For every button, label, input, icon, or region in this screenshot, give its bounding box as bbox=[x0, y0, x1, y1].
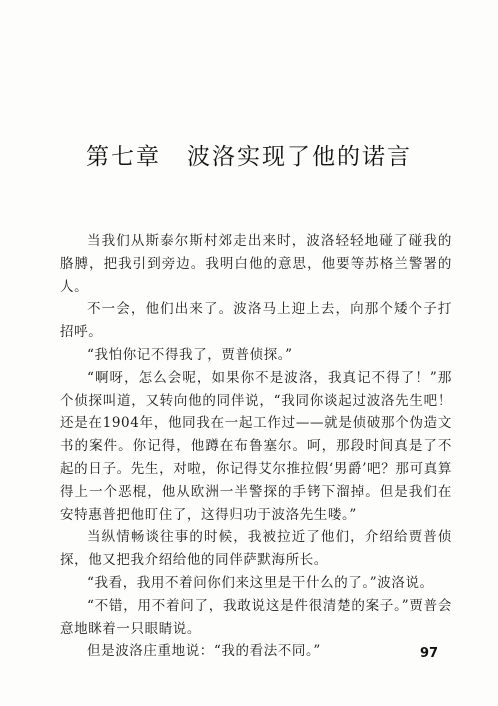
paragraph: 当纵情畅谈往事的时候，我被拉近了他们，介绍给贾普侦探，他又把我介绍给他的同伴萨默海所长。 bbox=[60, 529, 452, 569]
paragraph: 不一会，他们出来了。波洛马上迎上去，向那个矮个子打招呼。 bbox=[60, 301, 452, 341]
body-text bbox=[60, 230, 452, 663]
paragraph: 当我们从斯泰尔斯村郊走出来时，波洛轻轻地碰了碰我的胳膊，把我引到旁边。我明白他的意思，他要等苏格兰警署的人。 bbox=[60, 233, 452, 295]
page-number: 97 bbox=[420, 646, 439, 661]
chapter-title: 波洛实现了他的诺言 bbox=[187, 144, 412, 170]
paragraph: 但是波洛庄重地说：“我的看法不同。” bbox=[87, 643, 321, 660]
paragraph: “我看，我用不着问你们来这里是干什么的了。”波洛说。 bbox=[87, 574, 434, 591]
chapter-heading bbox=[0, 138, 498, 171]
chapter-number: 第七章 bbox=[86, 144, 161, 170]
paragraph: “我怕你记不得我了，贾普侦探。” bbox=[87, 346, 293, 363]
paragraph: “不错，用不着问了，我敢说这是件很清楚的案子。”贾普会意地眯着一只眼睛说。 bbox=[60, 597, 452, 637]
paragraph: “啊呀，怎么会呢，如果你不是波洛，我真记不得了！”那个侦探叫道，又转向他的同伴说，“我同你谈起过波洛先生吧！还是在1904年，他同我在一起工作过——就是侦破那个伪造文书的案件。你记得，他蹲在布鲁塞尔。呵，那段时间真是了不起的日子。先生，对啦，你记得艾尔推拉假‘男爵’吧？那可真算得上一个恶棍，他从欧洲一半警探的手铐下溜掉。但是我们在安特惠普把他盯住了，这得归功于波洛先生喽。” bbox=[60, 369, 452, 523]
